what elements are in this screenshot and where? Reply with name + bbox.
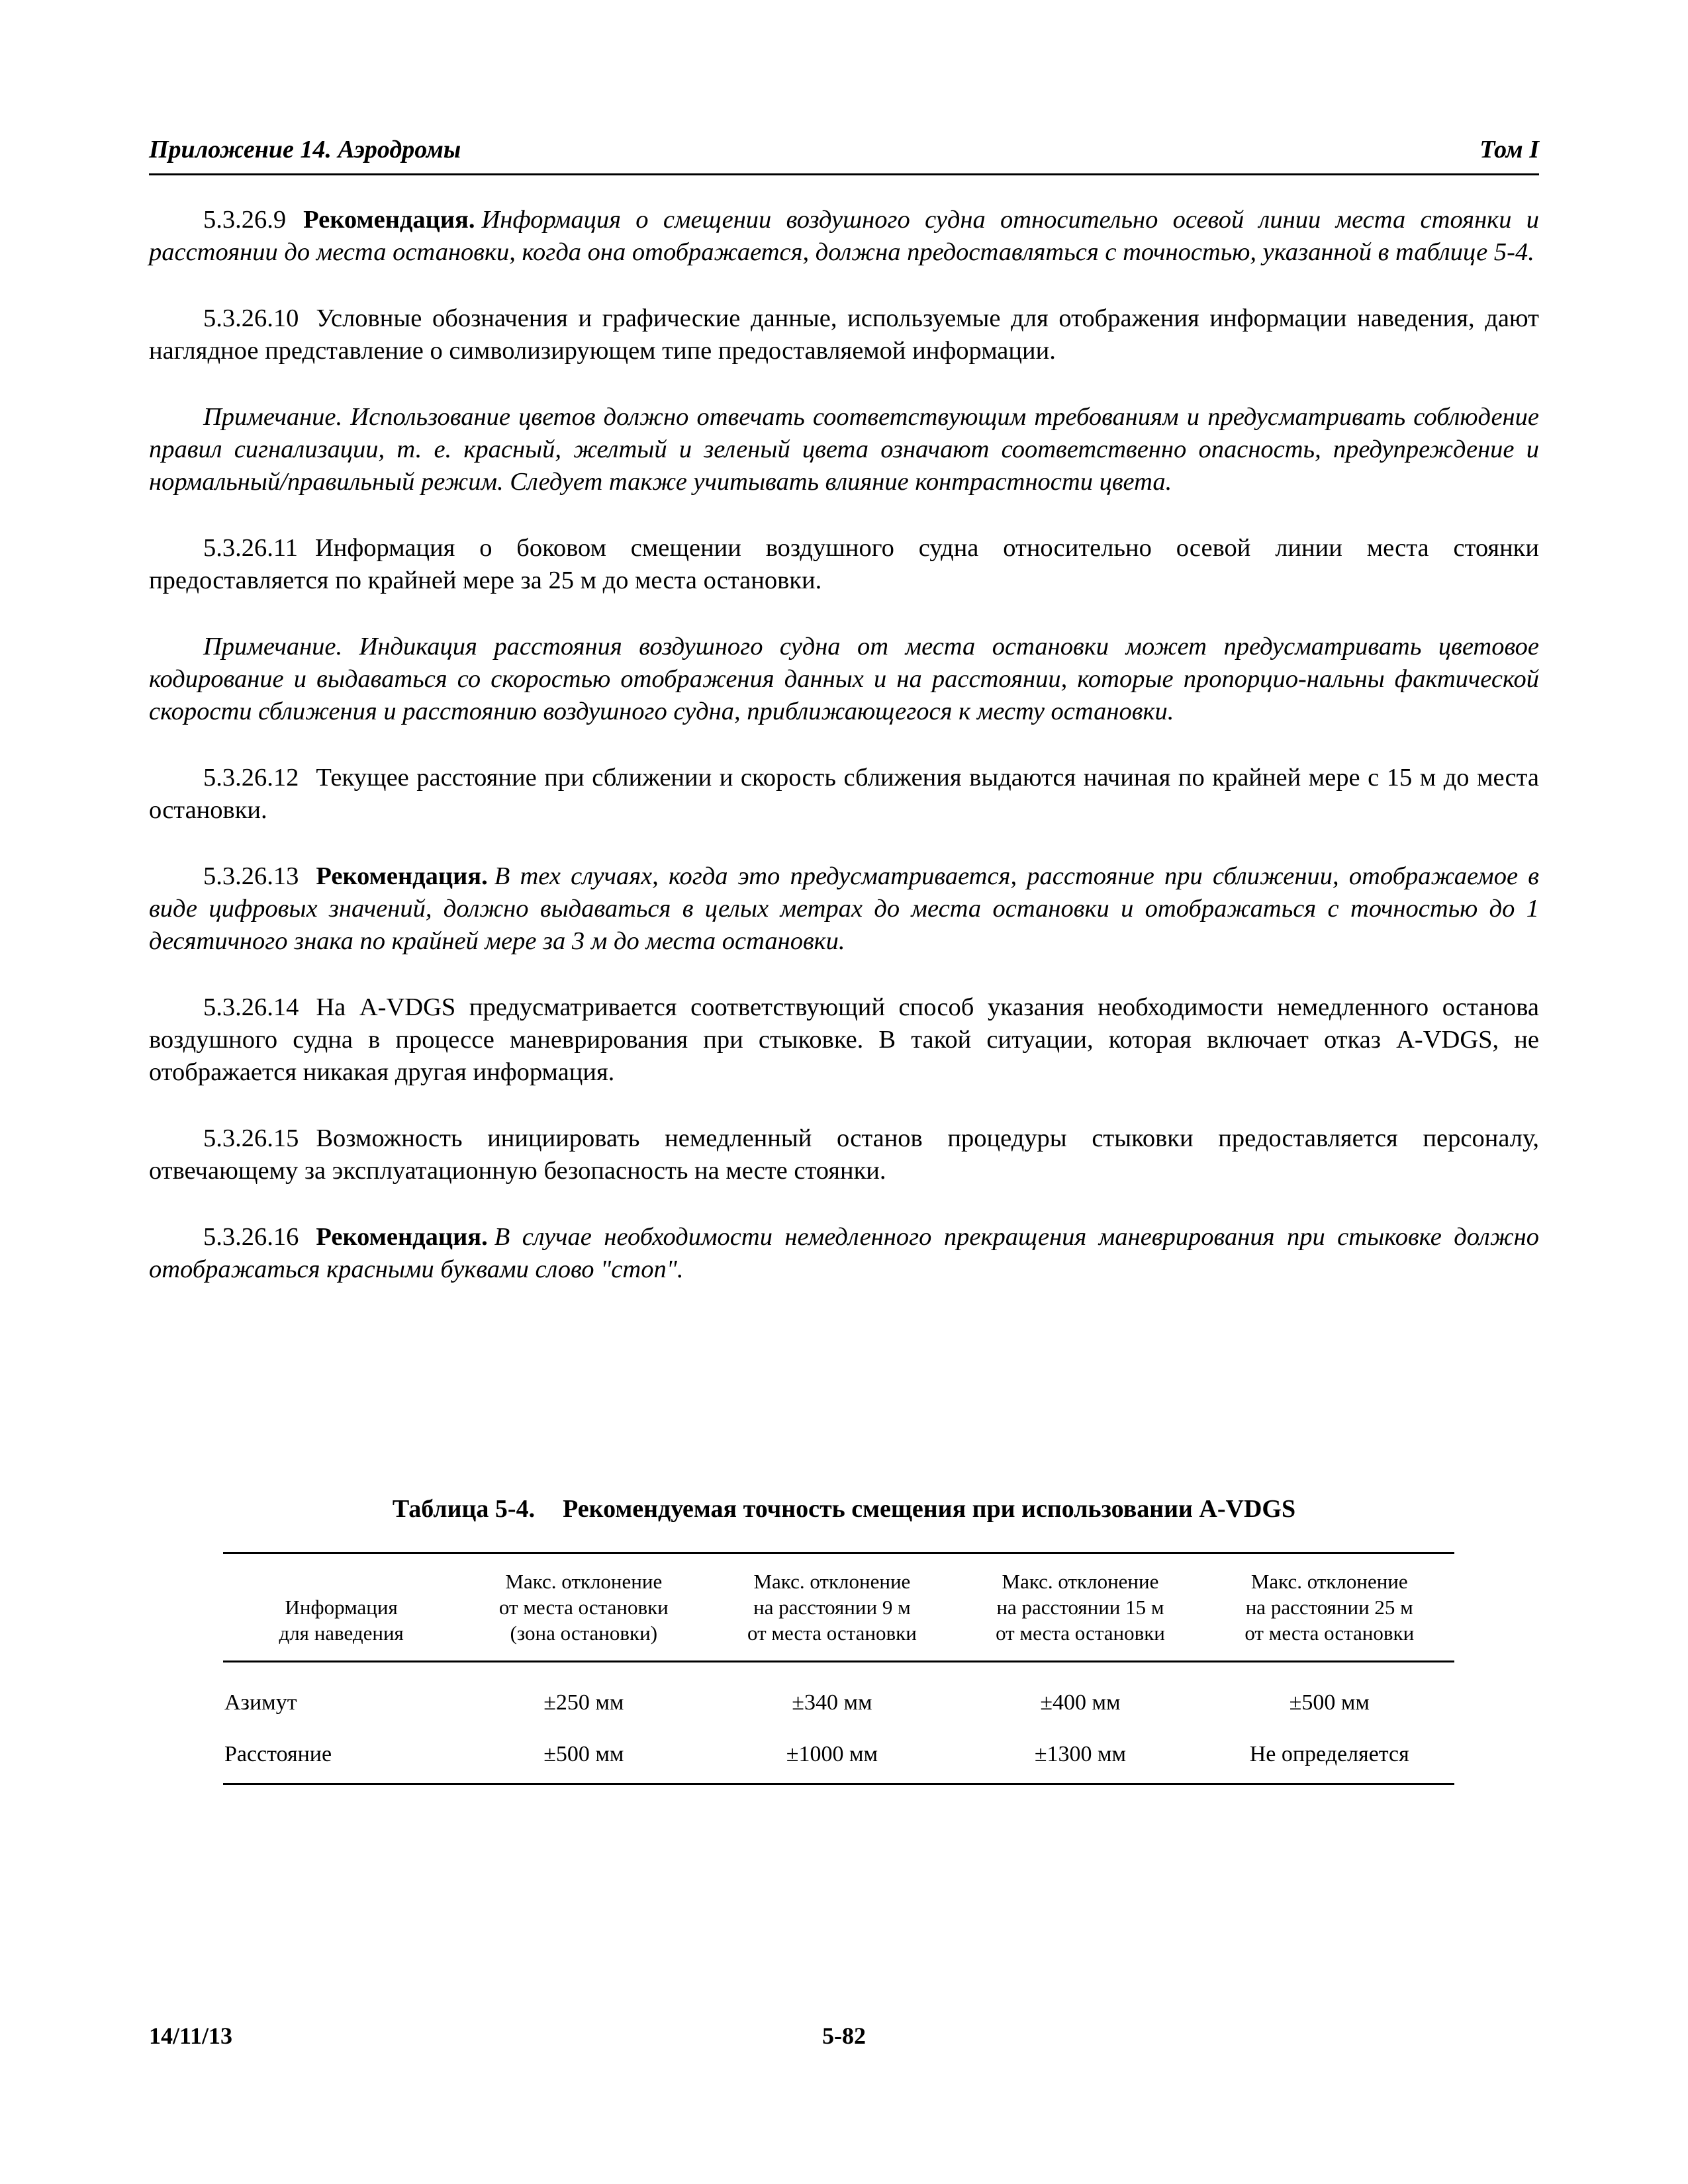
header-25m: Макс. отклонение на расстоянии 25 м от места остановки	[1205, 1553, 1454, 1662]
table-cell: ±1300 мм	[956, 1726, 1204, 1784]
table-label: Таблица 5-4.	[392, 1495, 536, 1523]
table-cell: ±1000 мм	[708, 1726, 956, 1784]
table-cell: ±500 мм	[1289, 1690, 1370, 1715]
table-cell: ±500 мм	[459, 1726, 708, 1784]
table-row	[223, 1726, 1454, 1784]
paragraph-5-3-26-16	[149, 1221, 1539, 1286]
table-cell: ±250 мм	[543, 1690, 624, 1715]
paragraph-5-3-26-10	[149, 302, 1539, 367]
header-stop-zone: Макс. отклонение от места остановки (зона остановки)	[459, 1553, 708, 1662]
paragraph-number: 5.3.26.12	[203, 764, 299, 792]
recommendation-label: Рекомендация.	[316, 862, 488, 890]
recommendation-label: Рекомендация.	[316, 1223, 488, 1251]
paragraph-number: 5.3.26.13	[203, 862, 299, 890]
accuracy-table	[223, 1552, 1454, 1785]
paragraph-number: 5.3.26.9	[203, 206, 287, 234]
recommendation-label: Рекомендация.	[303, 206, 475, 234]
paragraph-number: 5.3.26.15	[203, 1124, 299, 1152]
paragraph-number: 5.3.26.10	[203, 304, 299, 332]
header-9m: Макс. отклонение на расстоянии 9 м от места остановки	[708, 1553, 956, 1662]
row-label: Азимут	[224, 1690, 297, 1715]
paragraph-text: Условные обозначения и графические данные, используемые для отображения информации наведения, дают наглядное представление о символизирующем типе предоставляемой информации.	[149, 304, 1539, 365]
paragraph-number: 5.3.26.11	[203, 534, 298, 562]
paragraph-5-3-26-9	[149, 204, 1539, 269]
footer-date: 14/11/13	[149, 2023, 233, 2049]
note-distance-indication: Примечание. Индикация расстояния воздушного судна от места остановки может предусматривать цветовое кодирование и выдаваться со скоростью отображения данных и на расстоянии, которые пропорцио-нальны фактической скорости сближения и расстоянию воздушного судна, приближающегося к месту остановки.	[149, 633, 1539, 725]
table-cell: Не определяется	[1205, 1726, 1454, 1784]
paragraph-text: В случае необходимости немедленного прекращения маневрирования при стыковке должно отображаться красными буквами слово "стоп".	[149, 1223, 1539, 1283]
table-caption: Рекомендуемая точность смещения при использовании A-VDGS	[563, 1495, 1296, 1523]
paragraph-number: 5.3.26.16	[203, 1223, 299, 1251]
paragraph-text: Информация о смещении воздушного судна относительно осевой линии места стоянки и расстоянии до места остановки, когда она отображается, должна предоставляться с точностью, указанной в таблице 5-4.	[149, 206, 1539, 266]
paragraph-5-3-26-11	[149, 532, 1539, 597]
paragraph-text: На A-VDGS предусматривается соответствующий способ указания необходимости немедленного останова воздушного судна в процессе маневрирования при стыковке. В такой ситуации, которая включает отказ A-VDGS, не отображается никакая другая информация.	[149, 993, 1539, 1086]
header-15m: Макс. отклонение на расстоянии 15 м от места остановки	[956, 1553, 1204, 1662]
paragraph-5-3-26-13	[149, 860, 1539, 958]
table-cell: ±340 мм	[792, 1690, 872, 1715]
paragraph-text: Текущее расстояние при сближении и скорость сближения выдаются начиная по крайней мере с 15 м до места остановки.	[149, 764, 1539, 824]
header-volume: Том I	[1479, 136, 1539, 163]
table-header-row	[223, 1553, 1454, 1662]
paragraph-5-3-26-15	[149, 1122, 1539, 1187]
table-row	[223, 1662, 1454, 1727]
note-colors: Примечание. Использование цветов должно отвечать соответствующим требованиям и предусматривать соблюдение правил сигнализации, т. е. красный, желтый и зеленый цвета означают соответственно опасность, предупреждение и нормальный/правильный режим. Следует также учитывать влияние контрастности цвета.	[149, 403, 1539, 496]
row-label: Расстояние	[223, 1726, 459, 1784]
page-header	[149, 132, 1539, 175]
table-title	[149, 1494, 1539, 1524]
paragraph-text: В тех случаях, когда это предусматривается, расстояние при сближении, отображаемое в виде цифровых значений, должно выдаваться в целых метрах до места остановки и отображаться с точностью до 1 десятичного знака по крайней мере за 3 м до места остановки.	[149, 862, 1539, 955]
paragraph-5-3-26-12	[149, 762, 1539, 827]
table-cell: ±400 мм	[1040, 1690, 1121, 1715]
paragraph-text: Возможность инициировать немедленный останов процедуры стыковки предоставляется персоналу, отвечающему за эксплуатационную безопасность на месте стоянки.	[149, 1124, 1539, 1185]
paragraph-text: Информация о боковом смещении воздушного судна относительно осевой линии места стоянки предоставляется по крайней мере за 25 м до места остановки.	[149, 534, 1539, 594]
footer-page-number: 5-82	[822, 2023, 866, 2049]
paragraph-5-3-26-14	[149, 991, 1539, 1089]
header-guidance-info: Информация для наведения	[223, 1553, 459, 1662]
paragraph-number: 5.3.26.14	[203, 993, 299, 1021]
body-text	[149, 204, 1539, 1320]
header-title: Приложение 14. Аэродромы	[149, 136, 461, 163]
